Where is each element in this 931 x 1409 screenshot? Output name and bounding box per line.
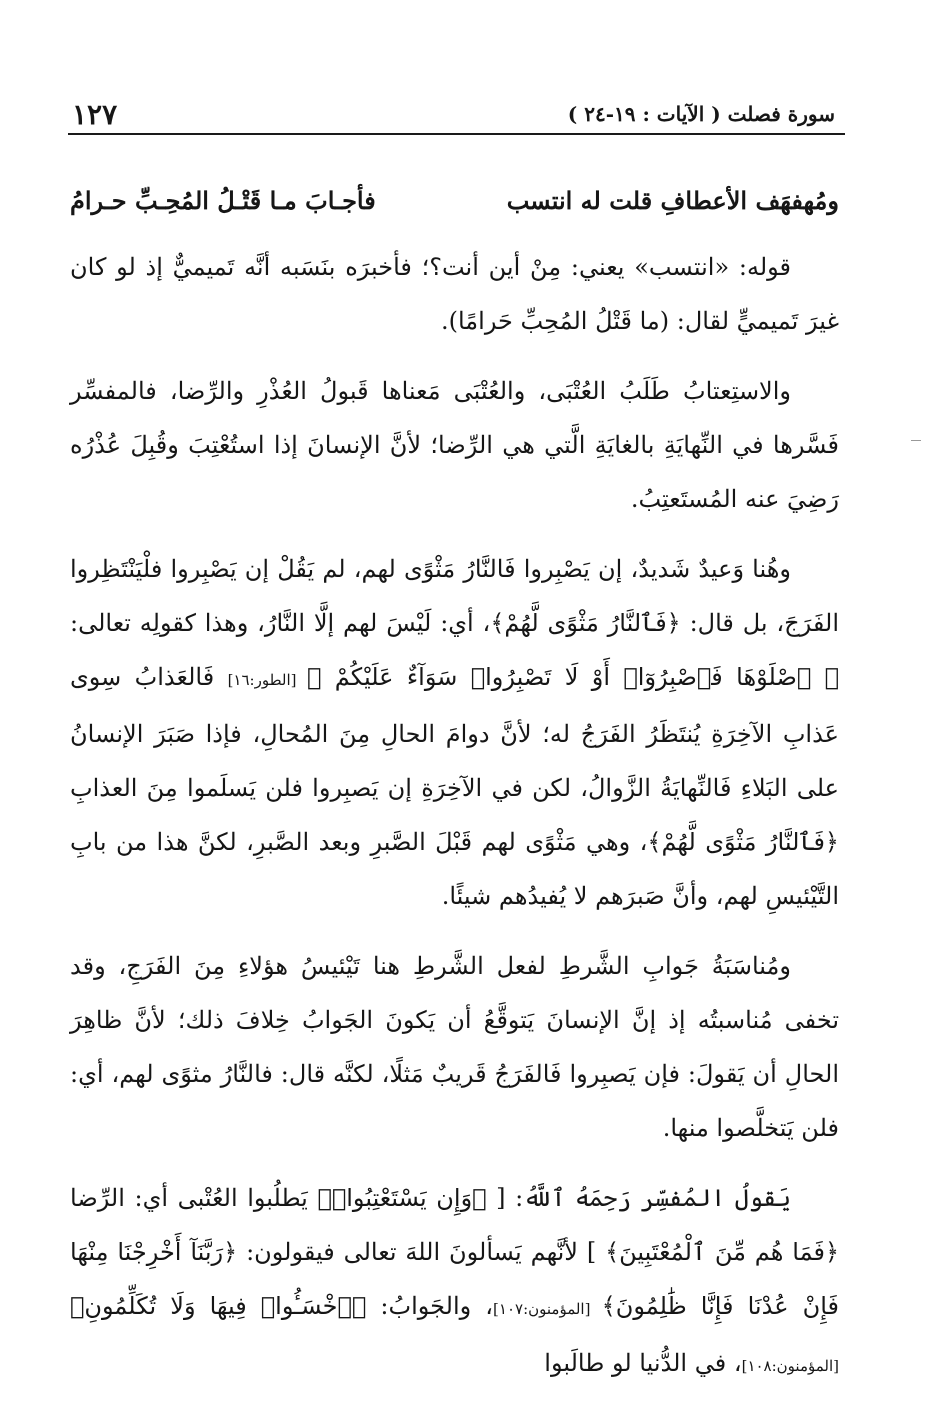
page-number: ١٢٧ <box>72 98 118 131</box>
verse-first-hemistich: ومُهفهَف الأعطافِ قلت له انتسب <box>506 186 839 215</box>
verse-reference: [المؤمنون:١٠٧] <box>493 1300 602 1318</box>
quran-quote: ﴿وَإِن يَسْتَعْتِبُوا۟﴾ <box>317 1184 487 1212</box>
paragraph-text: قوله: «انتسب» يعني: مِنْ أين أنت؟؛ فأخبرَه بنَسَبه أنَّه تَميميٌّ إذ لو كان غيرَ تَميميٍّ لقال: (ما قَتْلُ المُحِبِّ حَرامًا). <box>70 253 839 335</box>
paragraph-text: ، والجَوابُ: <box>366 1292 494 1320</box>
paragraph-text: يَقولُ المُفسِّر رَحِمَهُ ٱللَّهُ: [ <box>486 1184 792 1212</box>
surah-title: سورة فصلت ( الآيات : ١٩-٢٤ ) <box>567 102 835 126</box>
paragraph <box>70 939 839 1155</box>
quran-quote: ﴿ ٱصْلَوْهَا فَٱصْبِرُوٓا۟ أَوْ لَا تَصْبِرُوا۟ سَوَآءٌ عَلَيْكُمْ ﴾ <box>307 663 839 691</box>
paragraph-text: ، في الدُّنيا لو طالَبوا <box>544 1349 742 1377</box>
paragraph-text: ومُناسَبَةُ جَوابِ الشَّرطِ لفعل الشَّرطِ هنا تَيْئيسُ هؤلاءِ مِنَ الفَرَجِ، وقد تخفى مُناسبتُه إذ إنَّ الإنسانَ يَتوقَّعُ أن يَكونَ الجَوابُ خِلافَ ذلك؛ لأنَّ ظاهِرَ الحالِ أن يَقولَ: فإن يَصبِروا فَالفَرَجُ قَريبٌ مَثلًا، لكنَّه قال: فالنَّارُ مثوًى لهم، أي: فلن يَتخلَّصوا منها. <box>70 952 839 1142</box>
quran-quote: ﴿فَمَا هُم مِّنَ ٱلْمُعْتَبِينَ﴾ <box>605 1238 840 1266</box>
header-rule <box>68 133 845 135</box>
paragraph-text: ، أي: لَيْسَ لهم إلَّا النَّارُ، وهذا كقولِه تعالى: <box>70 609 491 637</box>
paragraph <box>70 1171 839 1393</box>
verse-reference: [الطور:١٦] <box>227 671 307 689</box>
paragraph-text: وهُنا وَعيدٌ شَديدٌ، إن يَصْبِروا فَالنَّارُ مَثْوًى لهم، لم يَقُلْ إن يَصْبِروا فلْيَنْتَظِروا الفَرَجَ، بل قال: <box>70 555 839 637</box>
paragraph <box>70 240 839 348</box>
paragraph-text: ، وهي مَثْوًى لهم قَبْلَ الصَّبرِ وبعد الصَّبرِ، لكنَّ هذا من بابِ التَّيْئيسِ لهم، وأنَّ صَبرَهم لا يُفيدُهم شيئًا. <box>70 828 839 910</box>
paragraph-text: يَطلُبوا العُتْبى أي: الرِّضا <box>70 1184 318 1212</box>
verse-reference: [المؤمنون:١٠٨] <box>741 1357 839 1375</box>
quran-quote: ﴿فَٱلنَّارُ مَثْوًى لَّهُمْ﴾ <box>490 609 681 637</box>
quran-quote: ﴿فَٱلنَّارُ مَثْوًى لَّهُمْ﴾ <box>647 828 839 856</box>
paragraph-text: ] لأنَّهم يَسألونَ اللهَ تعالى فيقولون: <box>237 1238 606 1266</box>
verse-second-hemistich: فأجـابَ مـا قَتْـلُ المُحِـبِّ حـرامُ <box>70 186 376 215</box>
page-body-text <box>70 240 839 1409</box>
paragraph-text: فَالعَذابُ سِوى عَذابِ الآخِرَةِ يُنتَظَرُ الفَرَجُ له؛ لأنَّ دوامَ الحالِ مِنَ المُحالِ، فإذا صَبَرَ الإنسانُ على البَلاءِ فَالنِّهايَةُ الزَّوالُ، لكن في الآخِرَةِ إن يَصبِروا فلن يَسلَموا مِنَ العذابِ <box>70 663 839 802</box>
quran-quote: ﴿رَبَّنَآ أَخْرِجْنَا مِنْهَا فَإِنْ عُدْنَا فَإِنَّا ظَٰلِمُونَ﴾ <box>70 1238 839 1320</box>
quran-quote: ﴿ٱخْسَـُٔوا۟ فِيهَا وَلَا تُكَلِّمُونِ﴾ <box>70 1292 367 1320</box>
poetry-verse <box>70 186 839 230</box>
page-header <box>72 100 835 134</box>
margin-mark <box>911 440 921 441</box>
paragraph <box>70 542 839 923</box>
paragraph <box>70 364 839 526</box>
paragraph-text: والاستِعتابُ طَلَبُ العُتْبَى، والعُتْبَى مَعناها قَبولُ العُذْرِ والرِّضا، فالمفسِّر فَسَّرها في النِّهايَةِ بالغايَةِ الَّتي هي الرِّضا؛ لأنَّ الإنسانَ إذا استُعْتِبَ وقُبِلَ عُذْرُه رَضِيَ عنه المُستَعتِبُ. <box>70 377 839 513</box>
